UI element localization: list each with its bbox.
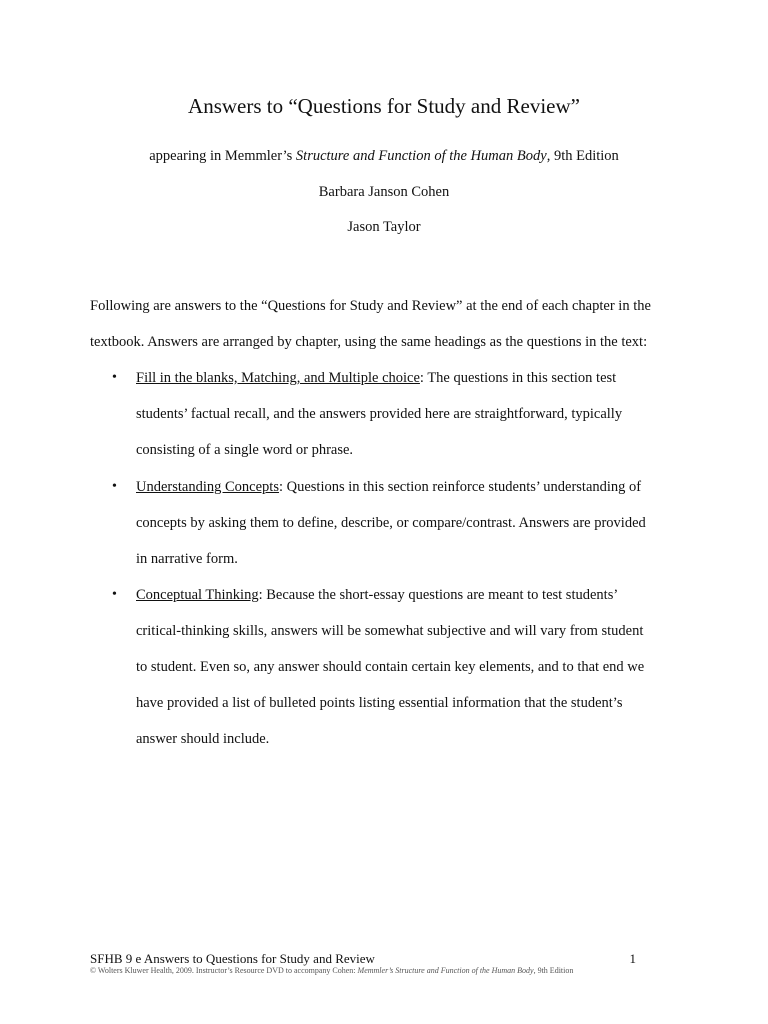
list-item-line: have provided a list of bulleted points listing essential information that the student’s	[136, 695, 623, 711]
author-name: Jason Taylor	[347, 219, 421, 235]
list-item-line-text: : The questions in this section test	[419, 370, 617, 386]
page-number: 1	[629, 951, 636, 966]
bullet-icon: •	[112, 370, 117, 385]
intro-paragraph	[90, 288, 690, 360]
list-item-line: critical-thinking skills, answers will be somewhat subjective and will vary from student	[136, 623, 644, 639]
list-item-line	[136, 360, 696, 396]
list-item-heading: Fill in the blanks, Matching, and Multiple choice	[136, 370, 420, 386]
list-item-line: consisting of a single word or phrase.	[136, 442, 354, 458]
footer-running-title: SFHB 9 e Answers to Questions for Study and Review	[90, 951, 375, 966]
copyright-edition: , 9th Edition	[533, 966, 574, 975]
list-item-text	[136, 469, 696, 577]
list-item-heading: Understanding Concepts	[136, 479, 279, 495]
copyright-prefix: © Wolters Kluwer Health, 2009. Instructor’s Resource DVD to accompany Cohen:	[90, 966, 358, 975]
subtitle-prefix: appearing in Memmler’s	[149, 148, 296, 164]
page-footer	[90, 950, 636, 967]
list-item-line: answer should include.	[136, 731, 270, 747]
bullet-icon: •	[112, 479, 117, 494]
list-item-text	[136, 360, 696, 468]
list-item-line	[136, 469, 696, 505]
list-item-heading: Conceptual Thinking	[136, 587, 259, 603]
subtitle-book-title: Structure and Function of the Human Body	[295, 148, 547, 164]
intro-line: Following are answers to the “Questions for Study and Review” at the end of each chapter in the	[90, 298, 651, 314]
author-name: Barbara Janson Cohen	[318, 184, 450, 200]
subtitle-edition: , 9th Edition	[546, 148, 619, 164]
copyright-book-title: Memmler’s Structure and Function of the Human Body	[357, 966, 534, 975]
list-item-line	[136, 577, 696, 613]
copyright-notice	[90, 966, 573, 976]
list-item-line: concepts by asking them to define, describe, or compare/contrast. Answers are provided	[136, 515, 646, 531]
list-item-line-text: : Questions in this section reinforce students’ understanding of	[278, 479, 642, 495]
list-item-line: to student. Even so, any answer should contain certain key elements, and to that end we	[136, 659, 645, 675]
bullet-icon: •	[112, 587, 117, 602]
list-item-line: students’ factual recall, and the answers provided here are straightforward, typically	[136, 406, 623, 422]
list-item-line-text: : Because the short-essay questions are meant to test students’	[258, 587, 619, 603]
list-item-line: in narrative form.	[136, 551, 238, 567]
document-title: Answers to “Questions for Study and Review”	[188, 94, 580, 118]
subtitle	[0, 146, 768, 166]
list-item-text	[136, 577, 696, 757]
intro-line: textbook. Answers are arranged by chapter, using the same headings as the questions in the text:	[90, 334, 648, 350]
